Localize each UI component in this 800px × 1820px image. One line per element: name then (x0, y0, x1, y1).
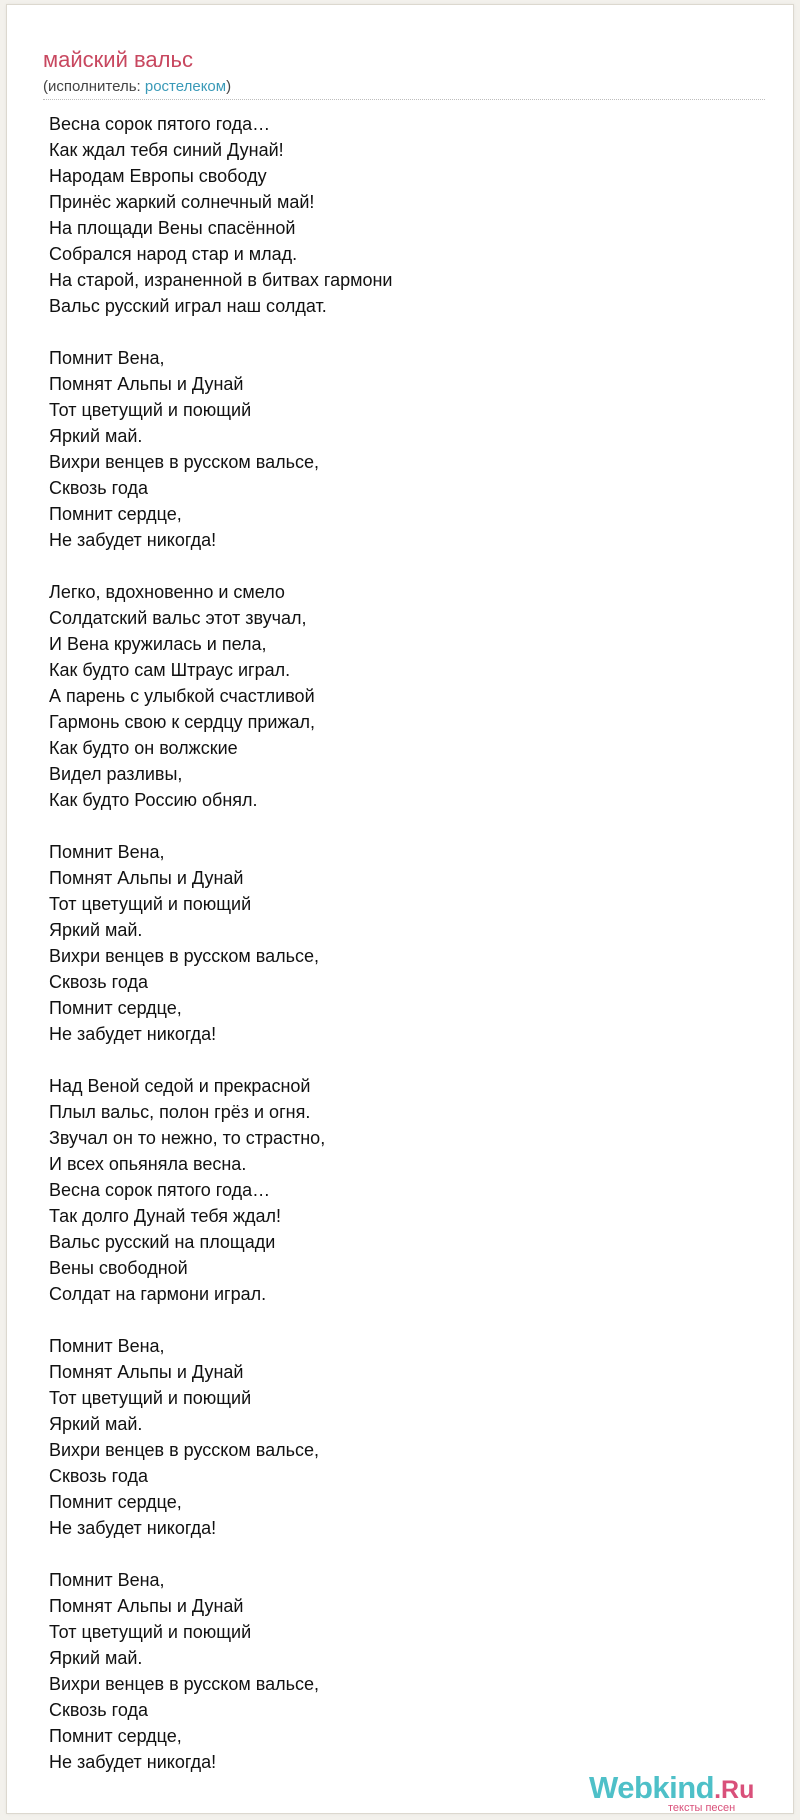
lyric-stanza (49, 1567, 749, 1775)
lyric-line: Помнят Альпы и Дунай (49, 1362, 244, 1382)
watermark-tld: .Ru (714, 1776, 755, 1804)
lyric-line: Как будто Россию обнял. (49, 790, 258, 810)
lyric-line: Солдатский вальс этот звучал, (49, 608, 307, 628)
lyric-line: Вальс русский на площади (49, 1232, 276, 1252)
lyric-line: Помнит сердце, (49, 504, 182, 524)
watermark-tagline: тексты песен (668, 1802, 736, 1814)
lyric-stanza (49, 1333, 749, 1541)
lyric-line: Плыл вальс, полон грёз и огня. (49, 1102, 311, 1122)
lyric-line: Принёс жаркий солнечный май! (49, 192, 315, 212)
lyric-line: Помнит Вена, (49, 1336, 165, 1356)
lyric-line: Вихри венцев в русском вальсе, (49, 1440, 320, 1460)
lyric-line: Сквозь года (49, 1700, 148, 1720)
lyric-line: А парень с улыбкой счастливой (49, 686, 315, 706)
lyric-line: И всех опьяняла весна. (49, 1154, 247, 1174)
performer-prefix: (исполнитель: (43, 78, 145, 95)
lyric-line: Яркий май. (49, 426, 143, 446)
lyric-line: Тот цветущий и поющий (49, 400, 252, 420)
lyric-line: Не забудет никогда! (49, 530, 217, 550)
lyric-stanza (49, 839, 749, 1047)
lyric-line: Как будто он волжские (49, 738, 238, 758)
site-watermark (589, 1770, 789, 1814)
lyric-stanza (49, 345, 749, 553)
lyric-line: Помнит сердце, (49, 1492, 182, 1512)
lyric-line: Звучал он то нежно, то страстно, (49, 1128, 326, 1148)
lyric-line: Сквозь года (49, 478, 148, 498)
lyric-line: На площади Вены спасённой (49, 218, 296, 238)
lyric-line: Помнит Вена, (49, 1570, 165, 1590)
lyric-line: Так долго Дунай тебя ждал! (49, 1206, 282, 1226)
lyric-line: Солдат на гармони играл. (49, 1284, 267, 1304)
divider (43, 99, 765, 100)
performer-suffix: ) (226, 78, 232, 95)
lyric-line: На старой, израненной в битвах гармони (49, 270, 393, 290)
lyric-line: Помнит сердце, (49, 998, 182, 1018)
lyric-line: Вальс русский играл наш солдат. (49, 296, 327, 316)
lyric-stanza (49, 1073, 749, 1307)
performer-line (43, 77, 231, 97)
lyric-line: Помнят Альпы и Дунай (49, 1596, 244, 1616)
lyric-line: Сквозь года (49, 1466, 148, 1486)
page-container (6, 4, 794, 1814)
lyric-line: Вихри венцев в русском вальсе, (49, 452, 320, 472)
lyric-line: Собрался народ стар и млад. (49, 244, 298, 264)
lyric-line: Помнит сердце, (49, 1726, 182, 1746)
lyric-line: Помнит Вена, (49, 842, 165, 862)
lyric-line: Вихри венцев в русском вальсе, (49, 946, 320, 966)
lyric-line: Яркий май. (49, 1648, 143, 1668)
lyric-line: Как ждал тебя синий Дунай! (49, 140, 284, 160)
lyric-line: Видел разливы, (49, 764, 183, 784)
lyric-stanza (49, 579, 749, 813)
lyric-line: Как будто сам Штраус играл. (49, 660, 291, 680)
lyric-line: Вихри венцев в русском вальсе, (49, 1674, 320, 1694)
lyric-line: Помнят Альпы и Дунай (49, 868, 244, 888)
lyric-line: Тот цветущий и поющий (49, 894, 252, 914)
lyric-line: Не забудет никогда! (49, 1518, 217, 1538)
lyric-line: Помнит Вена, (49, 348, 165, 368)
lyric-line: Весна сорок пятого года… (49, 114, 271, 134)
watermark-name: Webkind (589, 1770, 715, 1805)
lyric-line: Не забудет никогда! (49, 1752, 217, 1772)
lyric-line: Гармонь свою к сердцу прижал, (49, 712, 316, 732)
lyric-line: Легко, вдохновенно и смело (49, 582, 285, 602)
lyric-line: Вены свободной (49, 1258, 188, 1278)
song-title: майский вальс (43, 47, 193, 72)
lyric-line: Помнят Альпы и Дунай (49, 374, 244, 394)
lyric-line: Тот цветущий и поющий (49, 1622, 252, 1642)
performer-link[interactable]: ростелеком (144, 78, 227, 95)
lyric-line: И Вена кружилась и пела, (49, 634, 267, 654)
lyric-line: Не забудет никогда! (49, 1024, 217, 1044)
lyric-stanza (49, 111, 749, 319)
lyric-line: Сквозь года (49, 972, 148, 992)
lyric-line: Народам Европы свободу (49, 166, 267, 186)
lyric-line: Весна сорок пятого года… (49, 1180, 271, 1200)
lyric-line: Яркий май. (49, 1414, 143, 1434)
lyric-line: Тот цветущий и поющий (49, 1388, 252, 1408)
lyric-line: Над Веной седой и прекрасной (49, 1076, 311, 1096)
lyrics-block (49, 111, 749, 1801)
lyric-line: Яркий май. (49, 920, 143, 940)
